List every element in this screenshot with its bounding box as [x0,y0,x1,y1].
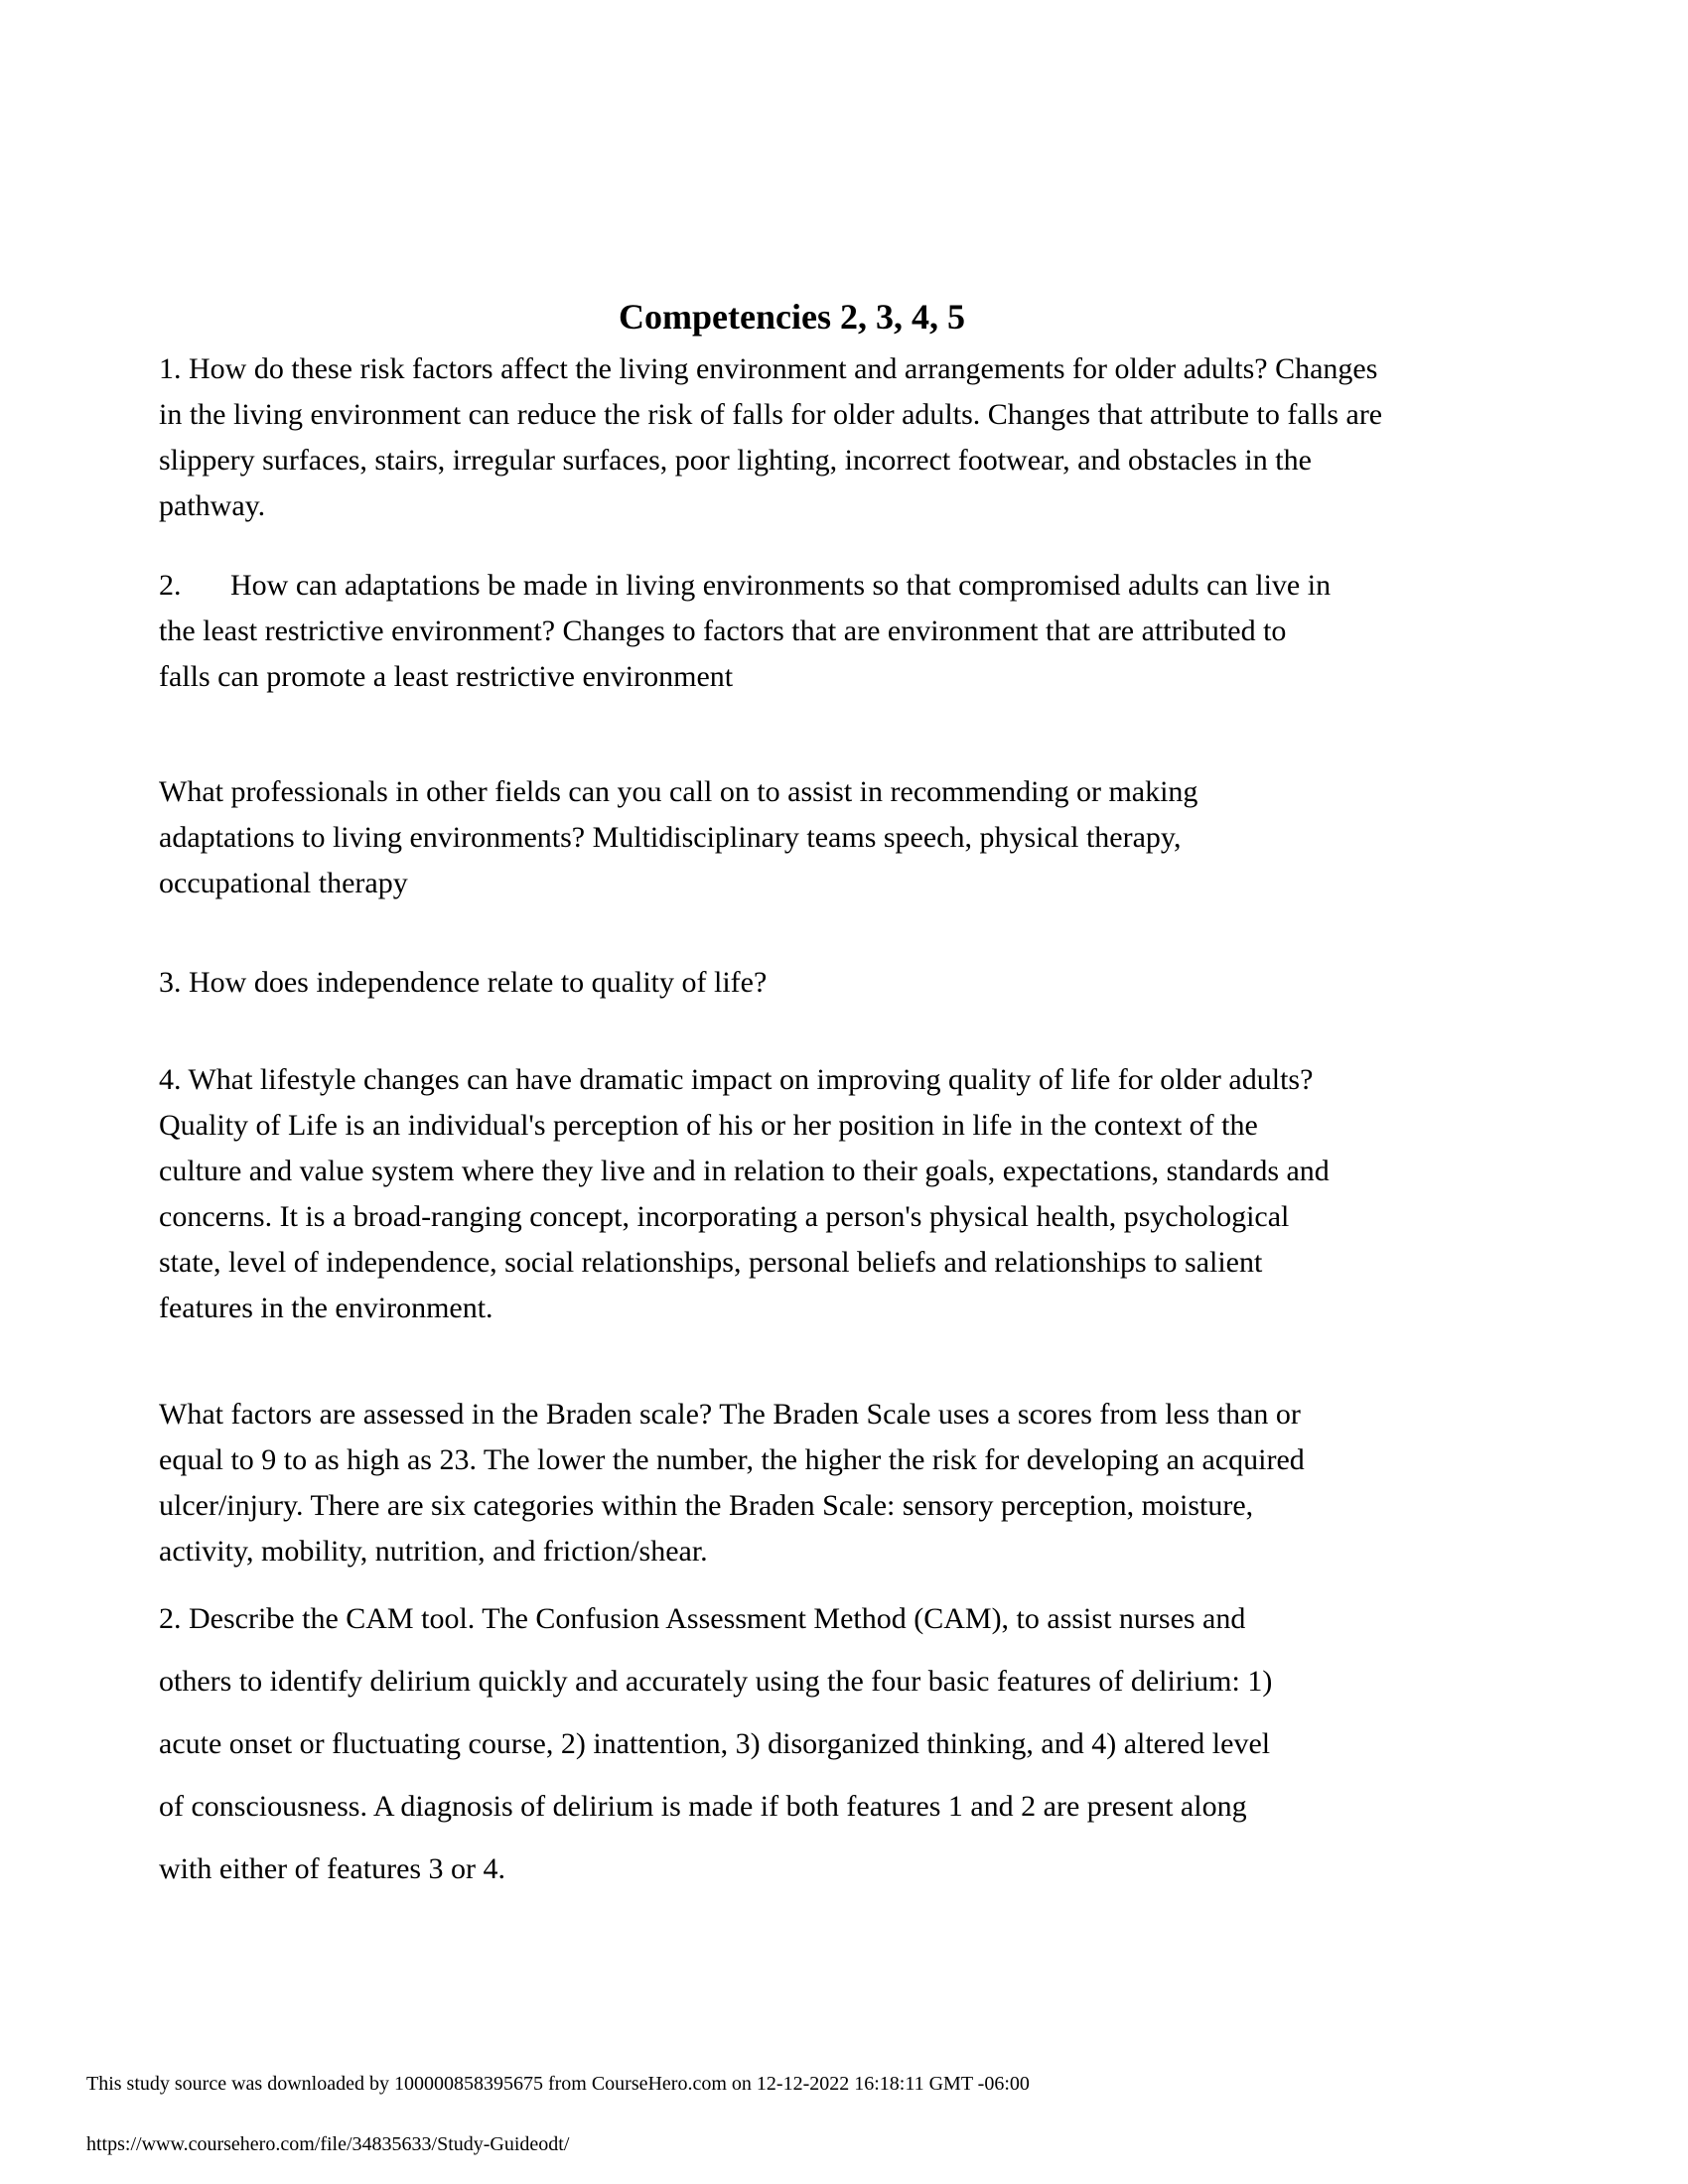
text-line: occupational therapy [159,867,408,899]
text-line: 2. Describe the CAM tool. The Confusion Assessment Method (CAM), to assist nurses and [159,1602,1246,1635]
list-number: 2. [159,569,182,602]
text-line: equal to 9 to as high as 23. The lower the number, the higher the risk for developing an acquired [159,1443,1305,1476]
download-notice: This study source was downloaded by 100000858395675 from CourseHero.com on 12-12-2022 16:18:11 GMT -06:00 [86,2073,1030,2095]
text-line: What factors are assessed in the Braden scale? The Braden Scale uses a scores from less than or [159,1398,1301,1431]
text-line: in the living environment can reduce the risk of falls for older adults. Changes that attribute to falls are [159,398,1383,431]
text-line: 3. How does independence relate to quality of life? [159,966,768,999]
text-line: state, level of independence, social relationships, personal beliefs and relationships to salient [159,1246,1263,1279]
text-line: ulcer/injury. There are six categories within the Braden Scale: sensory perception, moisture, [159,1489,1254,1522]
text-line: the least restrictive environment? Changes to factors that are environment that are attributed to [159,614,1287,647]
page-title: Competencies 2, 3, 4, 5 [619,297,965,337]
text-line: concerns. It is a broad-ranging concept, incorporating a person's physical health, psychological [159,1200,1290,1233]
text-line: activity, mobility, nutrition, and friction/shear. [159,1535,708,1568]
text-line: What professionals in other fields can you call on to assist in recommending or making [159,775,1198,808]
text-line [159,568,1331,604]
text-line: slippery surfaces, stairs, irregular surfaces, poor lighting, incorrect footwear, and obstacles in the [159,444,1312,477]
text-line: pathway. [159,489,266,522]
text-line: of consciousness. A diagnosis of delirium is made if both features 1 and 2 are present along [159,1790,1247,1823]
text-line: 4. What lifestyle changes can have dramatic impact on improving quality of life for older adults? [159,1063,1314,1096]
text-line: features in the environment. [159,1292,493,1324]
text-line: falls can promote a least restrictive environment [159,660,734,693]
text-line: with either of features 3 or 4. [159,1852,506,1885]
text-line: acute onset or fluctuating course, 2) inattention, 3) disorganized thinking, and 4) altered level [159,1727,1271,1760]
text-line: adaptations to living environments? Multidisciplinary teams speech, physical therapy, [159,821,1182,854]
text-line: Quality of Life is an individual's perception of his or her position in life in the context of the [159,1109,1258,1142]
question-text: How can adaptations be made in living environments so that compromised adults can live in [230,569,1332,602]
text-line: culture and value system where they live and in relation to their goals, expectations, standards and [159,1155,1330,1187]
text-line: 1. How do these risk factors affect the living environment and arrangements for older adults? Changes [159,352,1378,385]
text-line: others to identify delirium quickly and accurately using the four basic features of delirium: 1) [159,1665,1273,1698]
source-url[interactable]: https://www.coursehero.com/file/34835633/Study-Guideodt/ [86,2133,570,2155]
